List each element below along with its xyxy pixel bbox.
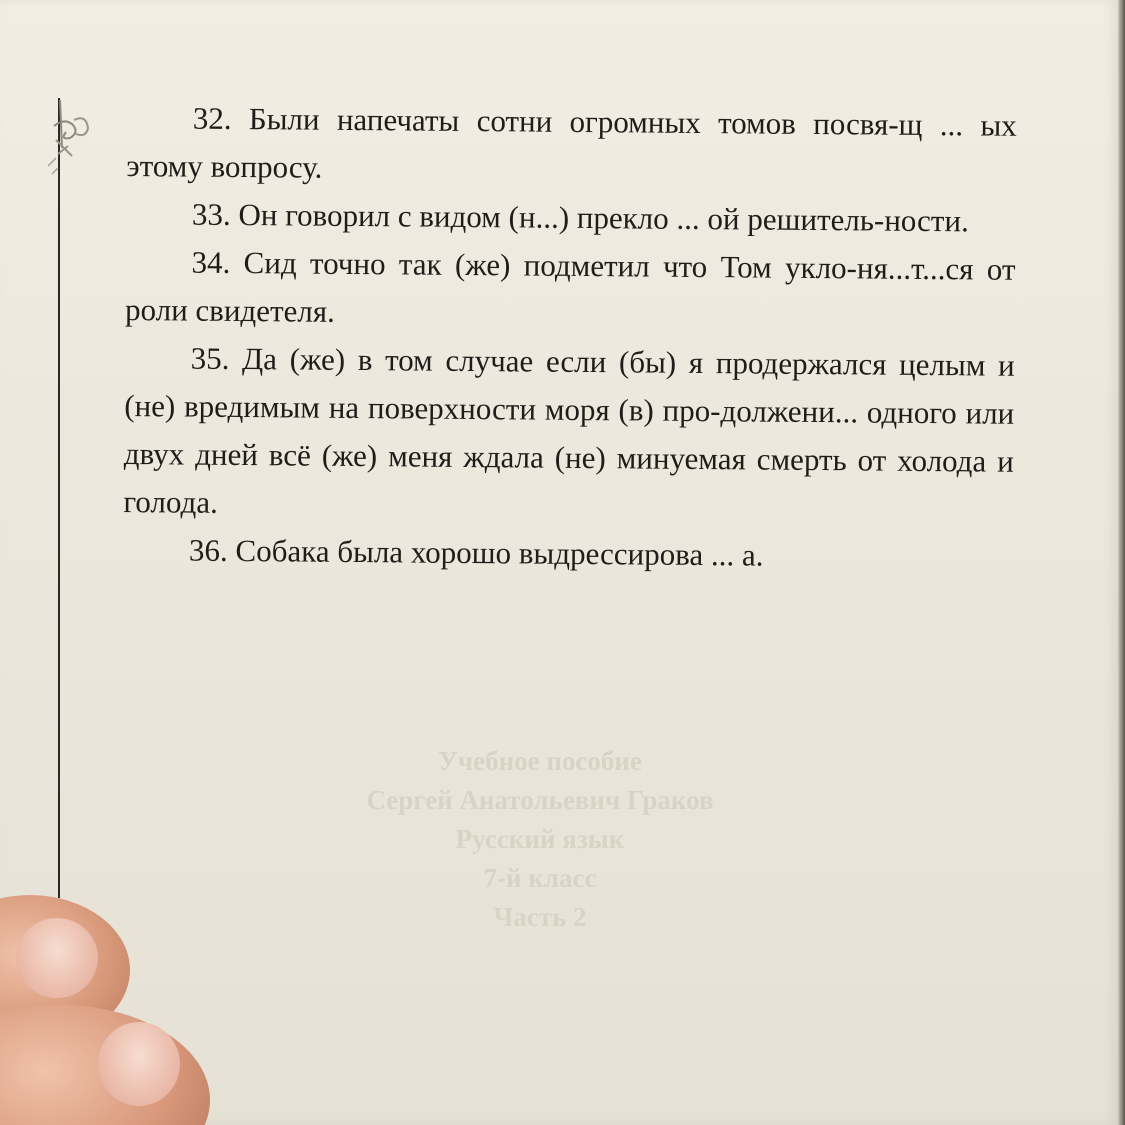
exercise-text: Он говорил с видом (н...) прекло ... ой решитель-ности. xyxy=(238,196,969,239)
exercise-36 xyxy=(123,526,1013,582)
imprint-line: Учебное пособие xyxy=(438,746,642,776)
exercise-number: 36. xyxy=(188,532,228,568)
exercise-text: Собака была хорошо выдрессирова ... а. xyxy=(235,532,764,573)
margin-line xyxy=(58,98,60,898)
imprint-line: Русский язык xyxy=(455,824,625,854)
exercise-text: Да (же) в том случае если (бы) я продержался целым и (не) вредимым на поверхности моря (в) про-должени... одного или двух дней всё (же) меня ждала (не) минуемая смерть от холода и голода. xyxy=(123,341,1015,520)
pencil-scribble-icon xyxy=(38,96,98,186)
exercise-35 xyxy=(123,334,1015,534)
page-edge xyxy=(1118,0,1125,1125)
fingernail xyxy=(16,918,98,998)
exercise-number: 32. xyxy=(192,100,232,136)
imprint-line: Часть 2 xyxy=(493,902,587,932)
imprint-line: Сергей Анатольевич Граков xyxy=(366,785,714,815)
show-through-imprint xyxy=(300,742,780,937)
exercise-32 xyxy=(126,94,1017,198)
thumbnail-nail xyxy=(98,1022,180,1106)
exercise-text: Были напечаты сотни огромных томов посвя-щ ... ых этому вопросу. xyxy=(126,101,1017,185)
exercise-text: Сид точно так (же) подметил что Том укло-ня...т...ся от роли свидетеля. xyxy=(124,245,1016,329)
exercise-list xyxy=(123,94,1017,582)
imprint-line: 7-й класс xyxy=(483,863,597,893)
exercise-number: 34. xyxy=(191,244,231,280)
exercise-33 xyxy=(126,190,1016,246)
exercise-number: 33. xyxy=(191,196,231,232)
exercise-34 xyxy=(125,238,1016,342)
exercise-number: 35. xyxy=(190,340,230,376)
